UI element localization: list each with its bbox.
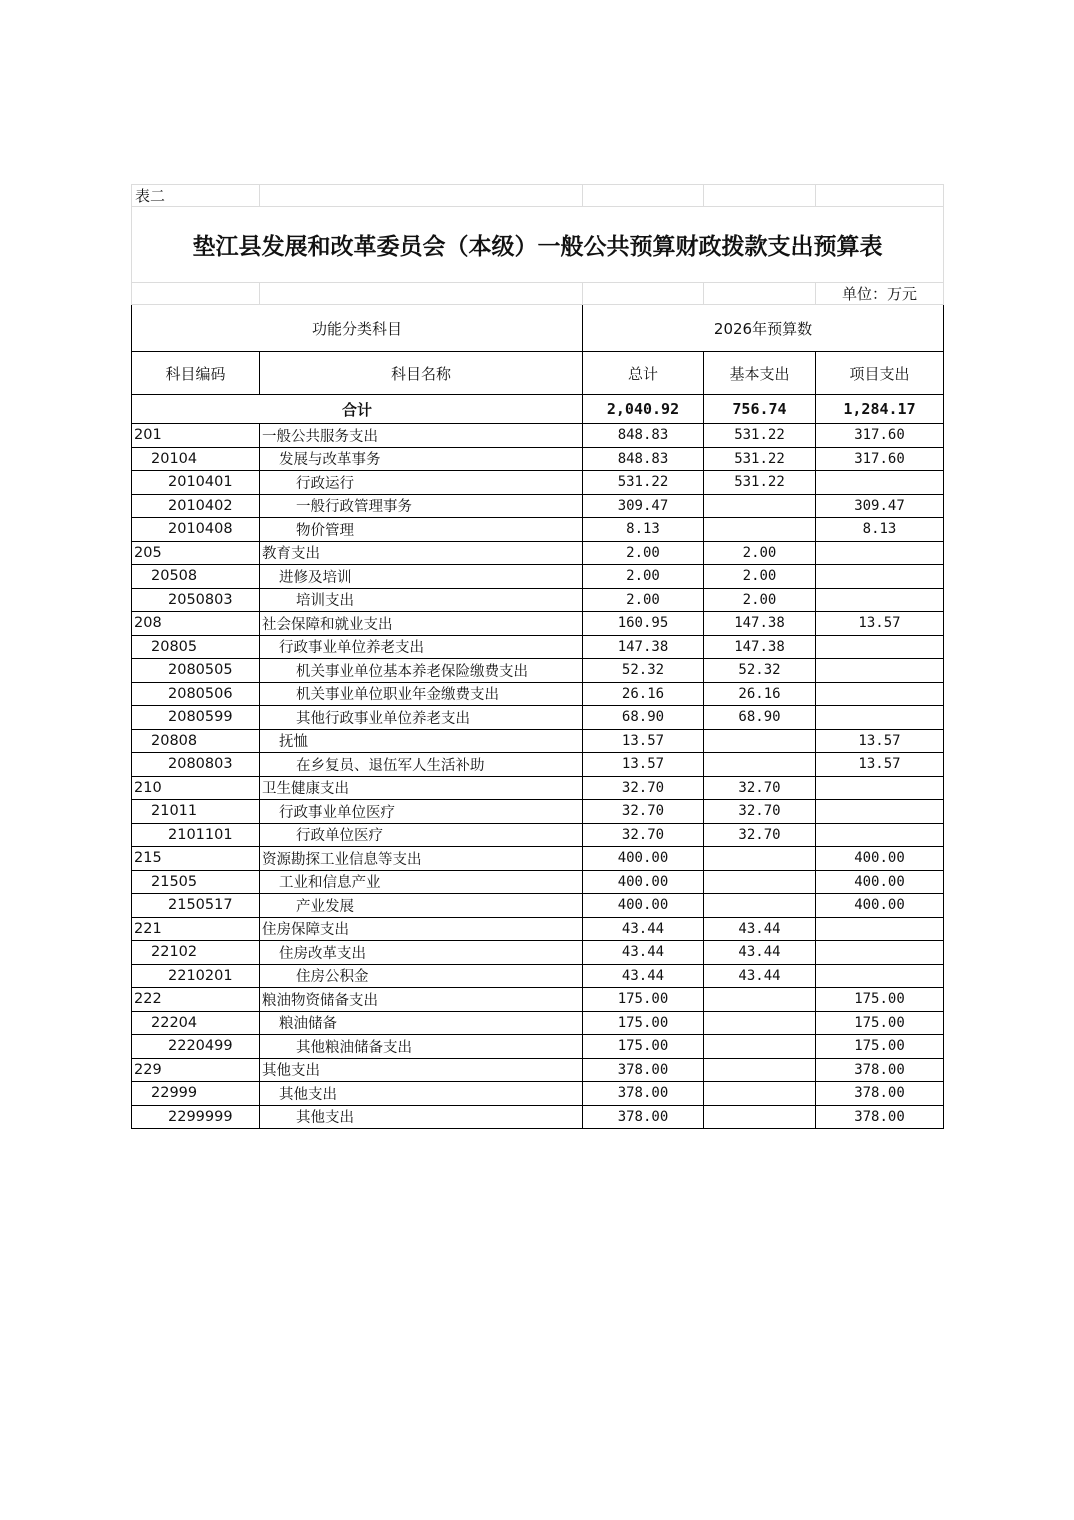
row-name: 行政事业单位养老支出 — [260, 635, 583, 659]
row-total: 400.00 — [583, 894, 704, 918]
row-code: 222 — [132, 988, 260, 1012]
row-code: 229 — [132, 1058, 260, 1082]
table-row — [132, 588, 944, 612]
row-code: 20805 — [132, 635, 260, 659]
table-row — [132, 823, 944, 847]
row-total: 13.57 — [583, 753, 704, 777]
row-code: 2210201 — [132, 964, 260, 988]
row-code: 2010408 — [132, 518, 260, 542]
budget-table — [131, 184, 944, 1129]
row-basic: 43.44 — [704, 964, 816, 988]
row-basic: 2.00 — [704, 588, 816, 612]
row-project — [816, 823, 944, 847]
header-total: 总计 — [583, 352, 704, 395]
row-project — [816, 541, 944, 565]
table-row — [132, 729, 944, 753]
row-total: 2.00 — [583, 588, 704, 612]
table-row — [132, 565, 944, 589]
row-code: 21011 — [132, 800, 260, 824]
row-code: 201 — [132, 424, 260, 448]
total-row — [132, 395, 944, 424]
row-name: 其他支出 — [260, 1105, 583, 1129]
row-total: 175.00 — [583, 1035, 704, 1059]
row-name: 行政事业单位医疗 — [260, 800, 583, 824]
row-name: 工业和信息产业 — [260, 870, 583, 894]
row-code: 215 — [132, 847, 260, 871]
row-basic — [704, 988, 816, 1012]
table-row — [132, 612, 944, 636]
row-code: 2080803 — [132, 753, 260, 777]
row-name: 产业发展 — [260, 894, 583, 918]
row-basic — [704, 729, 816, 753]
row-project: 400.00 — [816, 847, 944, 871]
row-total: 175.00 — [583, 1011, 704, 1035]
unit-label: 单位：万元 — [816, 283, 944, 305]
row-code: 20808 — [132, 729, 260, 753]
row-code: 205 — [132, 541, 260, 565]
row-name: 一般行政管理事务 — [260, 494, 583, 518]
row-total: 378.00 — [583, 1058, 704, 1082]
header-basic: 基本支出 — [704, 352, 816, 395]
row-basic — [704, 753, 816, 777]
row-name: 机关事业单位职业年金缴费支出 — [260, 682, 583, 706]
row-project — [816, 471, 944, 495]
row-project — [816, 964, 944, 988]
row-basic: 32.70 — [704, 800, 816, 824]
row-total: 175.00 — [583, 988, 704, 1012]
row-total: 32.70 — [583, 823, 704, 847]
row-basic: 147.38 — [704, 635, 816, 659]
row-project — [816, 917, 944, 941]
table-row — [132, 800, 944, 824]
row-project: 309.47 — [816, 494, 944, 518]
row-project: 317.60 — [816, 424, 944, 448]
row-total: 2.00 — [583, 565, 704, 589]
row-basic — [704, 494, 816, 518]
table-row — [132, 964, 944, 988]
table-row — [132, 471, 944, 495]
table-row — [132, 541, 944, 565]
row-project — [816, 776, 944, 800]
row-name: 粮油储备 — [260, 1011, 583, 1035]
row-project: 378.00 — [816, 1082, 944, 1106]
row-total: 160.95 — [583, 612, 704, 636]
row-code: 221 — [132, 917, 260, 941]
row-basic: 531.22 — [704, 447, 816, 471]
table-row — [132, 1011, 944, 1035]
row-total: 26.16 — [583, 682, 704, 706]
row-project: 13.57 — [816, 753, 944, 777]
row-total: 43.44 — [583, 964, 704, 988]
row-basic: 43.44 — [704, 917, 816, 941]
row-total: 32.70 — [583, 800, 704, 824]
header-project: 项目支出 — [816, 352, 944, 395]
row-project: 13.57 — [816, 729, 944, 753]
row-project: 317.60 — [816, 447, 944, 471]
row-total: 13.57 — [583, 729, 704, 753]
header-name: 科目名称 — [260, 352, 583, 395]
row-project — [816, 635, 944, 659]
table-row — [132, 682, 944, 706]
row-name: 抚恤 — [260, 729, 583, 753]
row-code: 21505 — [132, 870, 260, 894]
table-row — [132, 776, 944, 800]
row-total: 43.44 — [583, 941, 704, 965]
row-name: 行政单位医疗 — [260, 823, 583, 847]
row-basic: 68.90 — [704, 706, 816, 730]
row-total: 43.44 — [583, 917, 704, 941]
row-name: 其他支出 — [260, 1082, 583, 1106]
row-name: 卫生健康支出 — [260, 776, 583, 800]
table-row — [132, 1035, 944, 1059]
row-name: 一般公共服务支出 — [260, 424, 583, 448]
row-basic — [704, 847, 816, 871]
row-total: 378.00 — [583, 1082, 704, 1106]
row-name: 住房改革支出 — [260, 941, 583, 965]
row-basic: 43.44 — [704, 941, 816, 965]
row-project — [816, 706, 944, 730]
row-basic: 26.16 — [704, 682, 816, 706]
row-code: 2080505 — [132, 659, 260, 683]
total-label: 合计 — [132, 395, 583, 424]
row-code: 20104 — [132, 447, 260, 471]
row-project: 400.00 — [816, 894, 944, 918]
row-name: 行政运行 — [260, 471, 583, 495]
header-code: 科目编码 — [132, 352, 260, 395]
table-row — [132, 988, 944, 1012]
row-basic: 32.70 — [704, 776, 816, 800]
row-code: 2150517 — [132, 894, 260, 918]
header-function-category: 功能分类科目 — [132, 305, 583, 352]
row-code: 210 — [132, 776, 260, 800]
row-name: 物价管理 — [260, 518, 583, 542]
row-total: 400.00 — [583, 870, 704, 894]
row-name: 住房公积金 — [260, 964, 583, 988]
row-project: 8.13 — [816, 518, 944, 542]
row-total: 2.00 — [583, 541, 704, 565]
row-basic — [704, 1035, 816, 1059]
table-row — [132, 941, 944, 965]
row-code: 22102 — [132, 941, 260, 965]
row-basic — [704, 894, 816, 918]
row-project: 175.00 — [816, 1011, 944, 1035]
row-total: 848.83 — [583, 424, 704, 448]
row-project: 175.00 — [816, 1035, 944, 1059]
row-total: 8.13 — [583, 518, 704, 542]
row-name: 机关事业单位基本养老保险缴费支出 — [260, 659, 583, 683]
row-total: 68.90 — [583, 706, 704, 730]
table-row — [132, 1082, 944, 1106]
row-project: 378.00 — [816, 1105, 944, 1129]
row-name: 资源勘探工业信息等支出 — [260, 847, 583, 871]
row-name: 其他支出 — [260, 1058, 583, 1082]
row-basic: 531.22 — [704, 471, 816, 495]
row-total: 52.32 — [583, 659, 704, 683]
row-basic — [704, 1011, 816, 1035]
row-basic: 147.38 — [704, 612, 816, 636]
row-total: 848.83 — [583, 447, 704, 471]
row-code: 20508 — [132, 565, 260, 589]
row-basic — [704, 1105, 816, 1129]
row-name: 粮油物资储备支出 — [260, 988, 583, 1012]
row-project: 378.00 — [816, 1058, 944, 1082]
row-project — [816, 800, 944, 824]
row-project — [816, 588, 944, 612]
row-code: 2299999 — [132, 1105, 260, 1129]
row-basic: 2.00 — [704, 565, 816, 589]
row-code: 2010401 — [132, 471, 260, 495]
total-basic: 756.74 — [704, 395, 816, 424]
row-basic — [704, 1082, 816, 1106]
row-name: 社会保障和就业支出 — [260, 612, 583, 636]
row-project: 13.57 — [816, 612, 944, 636]
row-total: 531.22 — [583, 471, 704, 495]
row-basic: 531.22 — [704, 424, 816, 448]
table-row — [132, 753, 944, 777]
row-basic: 2.00 — [704, 541, 816, 565]
table-row — [132, 518, 944, 542]
total-project: 1,284.17 — [816, 395, 944, 424]
row-name: 其他行政事业单位养老支出 — [260, 706, 583, 730]
row-code: 208 — [132, 612, 260, 636]
row-project — [816, 941, 944, 965]
table-row — [132, 847, 944, 871]
table-row — [132, 1058, 944, 1082]
row-code: 2080506 — [132, 682, 260, 706]
table-row — [132, 894, 944, 918]
row-project — [816, 682, 944, 706]
row-total: 400.00 — [583, 847, 704, 871]
row-project — [816, 659, 944, 683]
row-total: 309.47 — [583, 494, 704, 518]
page-title: 垫江县发展和改革委员会（本级）一般公共预算财政拨款支出预算表 — [132, 207, 944, 283]
table-row — [132, 1105, 944, 1129]
table-row — [132, 494, 944, 518]
table-row — [132, 706, 944, 730]
table-row — [132, 870, 944, 894]
row-code: 2220499 — [132, 1035, 260, 1059]
row-name: 发展与改革事务 — [260, 447, 583, 471]
row-total: 32.70 — [583, 776, 704, 800]
row-name: 培训支出 — [260, 588, 583, 612]
row-code: 22999 — [132, 1082, 260, 1106]
table-row — [132, 424, 944, 448]
table-row — [132, 917, 944, 941]
row-name: 其他粮油储备支出 — [260, 1035, 583, 1059]
row-code: 2050803 — [132, 588, 260, 612]
row-code: 2080599 — [132, 706, 260, 730]
header-budget-year: 2026年预算数 — [583, 305, 944, 352]
row-basic — [704, 1058, 816, 1082]
table-row — [132, 635, 944, 659]
total-total: 2,040.92 — [583, 395, 704, 424]
row-name: 进修及培训 — [260, 565, 583, 589]
row-project — [816, 565, 944, 589]
row-project: 175.00 — [816, 988, 944, 1012]
row-basic — [704, 870, 816, 894]
row-code: 22204 — [132, 1011, 260, 1035]
row-total: 147.38 — [583, 635, 704, 659]
row-name: 在乡复员、退伍军人生活补助 — [260, 753, 583, 777]
row-total: 378.00 — [583, 1105, 704, 1129]
row-basic: 52.32 — [704, 659, 816, 683]
row-code: 2010402 — [132, 494, 260, 518]
row-basic: 32.70 — [704, 823, 816, 847]
row-name: 教育支出 — [260, 541, 583, 565]
row-basic — [704, 518, 816, 542]
row-code: 2101101 — [132, 823, 260, 847]
table-label: 表二 — [132, 185, 260, 207]
table-row — [132, 659, 944, 683]
row-name: 住房保障支出 — [260, 917, 583, 941]
table-row — [132, 447, 944, 471]
row-project: 400.00 — [816, 870, 944, 894]
